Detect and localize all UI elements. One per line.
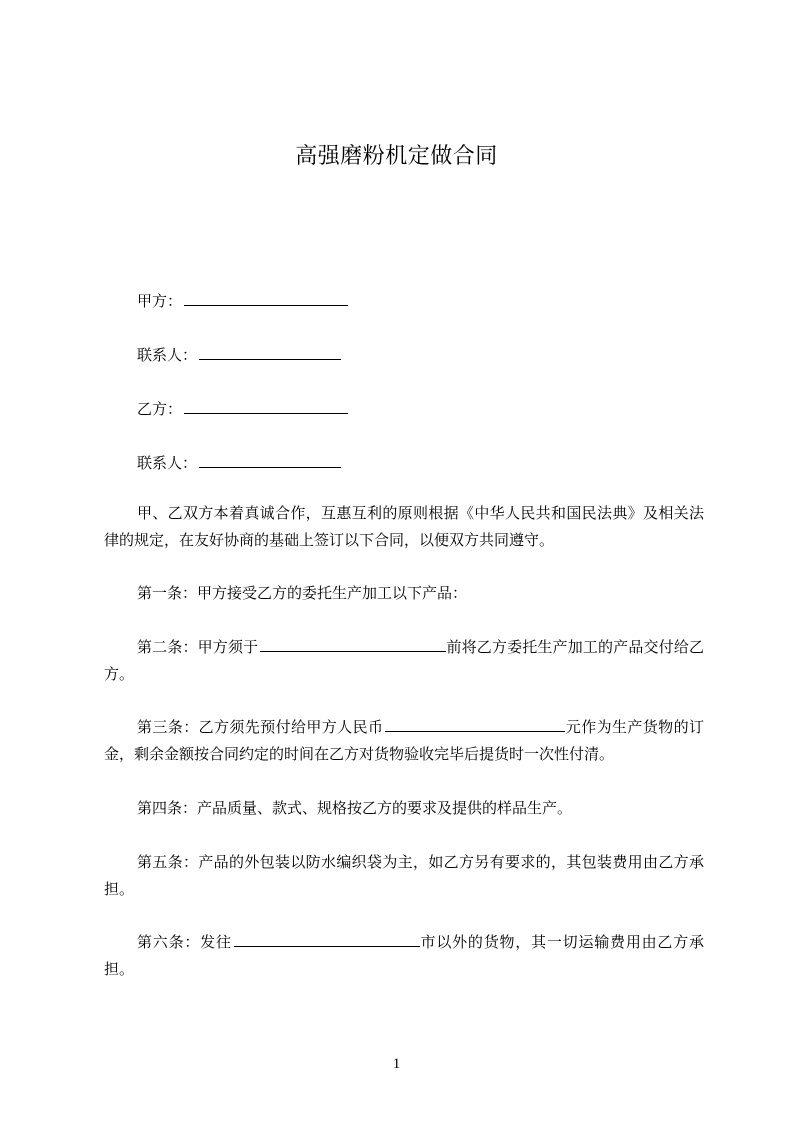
contact-a-blank bbox=[199, 344, 341, 360]
party-a-blank bbox=[184, 290, 348, 306]
party-b-label: 乙方： bbox=[137, 400, 183, 418]
clause-5: 第五条：产品的外包装以防水编织袋为主，如乙方另有要求的，其包装费用由乙方承担。 bbox=[104, 853, 704, 898]
clause-1: 第一条：甲方接受乙方的委托生产加工以下产品： bbox=[137, 584, 468, 602]
contact-b-label: 联系人： bbox=[137, 454, 198, 472]
contact-a-line bbox=[137, 343, 341, 367]
deposit-amount-blank bbox=[385, 716, 565, 732]
document-title: 高强磨粉机定做合同 bbox=[295, 144, 498, 169]
clause-6-text-before: 第六条：发往 bbox=[137, 933, 232, 951]
party-b-line bbox=[137, 397, 348, 421]
contact-b-blank bbox=[199, 452, 341, 468]
clause-6-text-after: 市以外的货物，其一切运输费用由乙方承担。 bbox=[104, 933, 704, 978]
preamble-paragraph: 甲、乙双方本着真诚合作，互惠互利的原则根据《中华人民共和国民法典》及相关法律的规定，在友好协商的基础上签订以下合同，以便双方共同遵守。 bbox=[104, 504, 704, 549]
clause-2-text-after: 前将乙方委托生产加工的产品交付给乙方。 bbox=[104, 638, 704, 683]
clause-3-text-before: 第三条：乙方须先预付给甲方人民币 bbox=[137, 718, 384, 736]
delivery-date-blank bbox=[260, 636, 446, 652]
clause-6 bbox=[104, 929, 704, 983]
contact-a-label: 联系人： bbox=[137, 346, 198, 364]
clause-2 bbox=[104, 634, 704, 688]
clause-2-text-before: 第二条：甲方须于 bbox=[137, 638, 259, 656]
clause-4: 第四条：产品质量、款式、规格按乙方的要求及提供的样品生产。 bbox=[137, 799, 573, 817]
party-b-blank bbox=[184, 398, 348, 414]
party-a-label: 甲方： bbox=[137, 292, 183, 310]
destination-city-blank bbox=[234, 931, 420, 947]
contact-b-line bbox=[137, 451, 341, 475]
clause-3-text-after: 元作为生产货物的订金，剩余金额按合同约定的时间在乙方对货物验收完毕后提货时一次性付清。 bbox=[104, 718, 704, 763]
page-number: 1 bbox=[392, 1056, 401, 1072]
clause-3 bbox=[104, 714, 704, 768]
party-a-line bbox=[137, 289, 348, 313]
